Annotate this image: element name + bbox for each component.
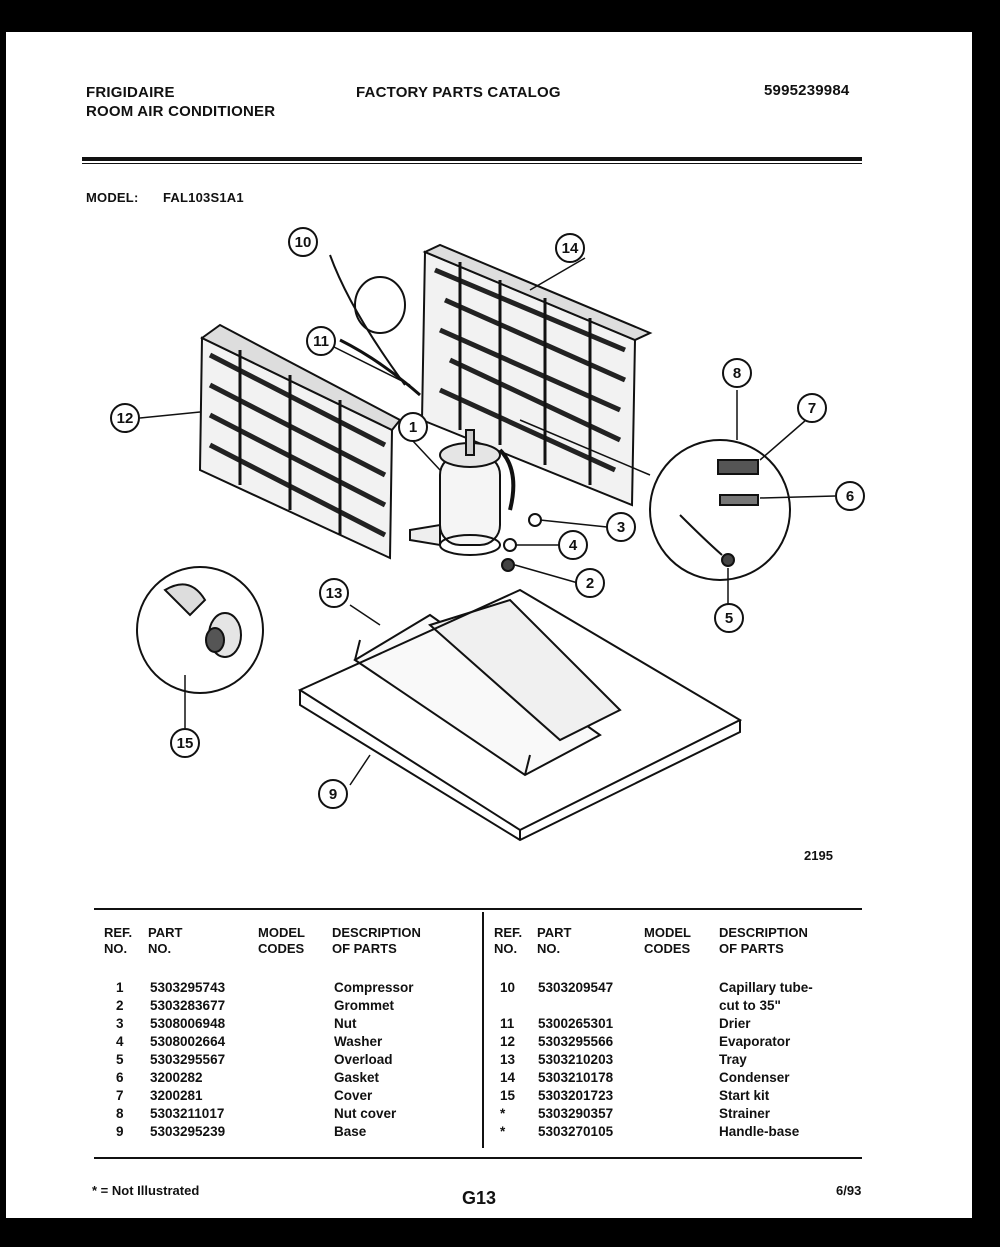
- header-desc-right: DESCRIPTION OF PARTS: [719, 925, 808, 956]
- header-ref-left: REF. NO.: [104, 925, 133, 956]
- table-cell-part: 5308002664: [150, 1034, 226, 1049]
- table-cell-desc: Overload: [334, 1052, 393, 1067]
- table-cell-ref: 1: [116, 980, 124, 995]
- callout-2: 2: [575, 568, 605, 598]
- brand-name: FRIGIDAIRE: [86, 84, 175, 101]
- header-codes-right: MODEL CODES: [644, 925, 691, 956]
- table-cell-desc: Condenser: [719, 1070, 790, 1085]
- table-cell-desc: Capillary tube-: [719, 980, 813, 995]
- table-cell-desc: Tray: [719, 1052, 747, 1067]
- table-cell-desc: Nut: [334, 1016, 357, 1031]
- table-cell-desc: Evaporator: [719, 1034, 791, 1049]
- table-cell-ref: 3: [116, 1016, 124, 1031]
- table-cell-part: 5308006948: [150, 1016, 226, 1031]
- table-cell-ref: 13: [500, 1052, 516, 1067]
- table-bottom-rule: [94, 1157, 862, 1159]
- callout-14: 14: [555, 233, 585, 263]
- table-cell-desc: Washer: [334, 1034, 383, 1049]
- table-cell-desc: Gasket: [334, 1070, 380, 1085]
- table-cell-desc: Cover: [334, 1088, 373, 1103]
- table-cell-desc: Drier: [719, 1016, 751, 1031]
- header-codes-left: MODEL CODES: [258, 925, 305, 956]
- header-ref-right: REF. NO.: [494, 925, 523, 956]
- model-number: FAL103S1A1: [163, 190, 244, 205]
- table-cell-ref: 2: [116, 998, 124, 1013]
- model-label: MODEL:: [86, 190, 139, 205]
- table-cell-desc: Handle-base: [719, 1124, 800, 1139]
- table-cell-desc: Start kit: [719, 1088, 770, 1103]
- table-cell-ref: 4: [116, 1034, 124, 1049]
- table-cell-desc: Base: [334, 1124, 367, 1139]
- table-cell-part: 5303210203: [538, 1052, 614, 1067]
- callout-13: 13: [319, 578, 349, 608]
- diagram-code: 2195: [804, 848, 833, 863]
- table-top-rule: [94, 908, 862, 910]
- callout-9: 9: [318, 779, 348, 809]
- table-cell-ref: *: [500, 1124, 506, 1139]
- table-divider: [482, 912, 484, 1148]
- callout-10: 10: [288, 227, 318, 257]
- header-part-right: PART NO.: [537, 925, 572, 956]
- table-cell-part: 5303210178: [538, 1070, 614, 1085]
- page-number: G13: [462, 1188, 497, 1208]
- table-cell-part: 3200281: [150, 1088, 203, 1103]
- catalog-title: FACTORY PARTS CATALOG: [356, 84, 561, 101]
- capillary-tube-coil: [355, 277, 405, 333]
- callout-8: 8: [722, 358, 752, 388]
- table-cell-ref: 15: [500, 1088, 516, 1103]
- table-cell-desc: Compressor: [334, 980, 414, 995]
- table-cell-part: 5303295567: [150, 1052, 226, 1067]
- callout-15: 15: [170, 728, 200, 758]
- start-kit-detail-circle: [137, 567, 263, 693]
- table-cell-desc: cut to 35": [719, 998, 781, 1013]
- table-cell-ref: 7: [116, 1088, 124, 1103]
- table-cell-part: 5300265301: [538, 1016, 614, 1031]
- callout-12: 12: [110, 403, 140, 433]
- table-cell-ref: 8: [116, 1106, 124, 1121]
- not-illustrated-legend: * = Not Illustrated: [92, 1183, 200, 1198]
- table-cell-ref: 6: [116, 1070, 124, 1085]
- table-cell-ref: 11: [500, 1016, 515, 1031]
- callout-7: 7: [797, 393, 827, 423]
- evaporator-illustration: [200, 325, 400, 558]
- table-cell-ref: *: [500, 1106, 506, 1121]
- table-cell-part: 5303283677: [150, 998, 226, 1013]
- table-cell-part: 5303295743: [150, 980, 226, 995]
- table-cell-ref: 5: [116, 1052, 124, 1067]
- table-cell-part: 5303270105: [538, 1124, 614, 1139]
- revision-date: 6/93: [836, 1183, 862, 1198]
- table-cell-part: 5303295566: [538, 1034, 614, 1049]
- table-cell-ref: 9: [116, 1124, 124, 1139]
- callout-4: 4: [558, 530, 588, 560]
- header-desc-left: DESCRIPTION OF PARTS: [332, 925, 421, 956]
- table-cell-ref: 12: [500, 1034, 516, 1049]
- table-cell-ref: 10: [500, 980, 516, 995]
- table-cell-ref: 14: [500, 1070, 516, 1085]
- callout-3: 3: [606, 512, 636, 542]
- product-name: ROOM AIR CONDITIONER: [86, 103, 276, 120]
- table-cell-part: 5303211017: [150, 1106, 225, 1121]
- table-cell-desc: Nut cover: [334, 1106, 397, 1121]
- catalog-number: 5995239984: [764, 82, 850, 99]
- table-cell-part: 3200282: [150, 1070, 203, 1085]
- table-cell-desc: Grommet: [334, 998, 395, 1013]
- callout-1: 1: [398, 412, 428, 442]
- callout-11: 11: [306, 326, 336, 356]
- table-cell-part: 5303209547: [538, 980, 614, 995]
- table-cell-part: 5303290357: [538, 1106, 614, 1121]
- callout-5: 5: [714, 603, 744, 633]
- callout-6: 6: [835, 481, 865, 511]
- header-part-left: PART NO.: [148, 925, 183, 956]
- table-cell-part: 5303201723: [538, 1088, 614, 1103]
- table-cell-desc: Strainer: [719, 1106, 771, 1121]
- table-cell-part: 5303295239: [150, 1124, 226, 1139]
